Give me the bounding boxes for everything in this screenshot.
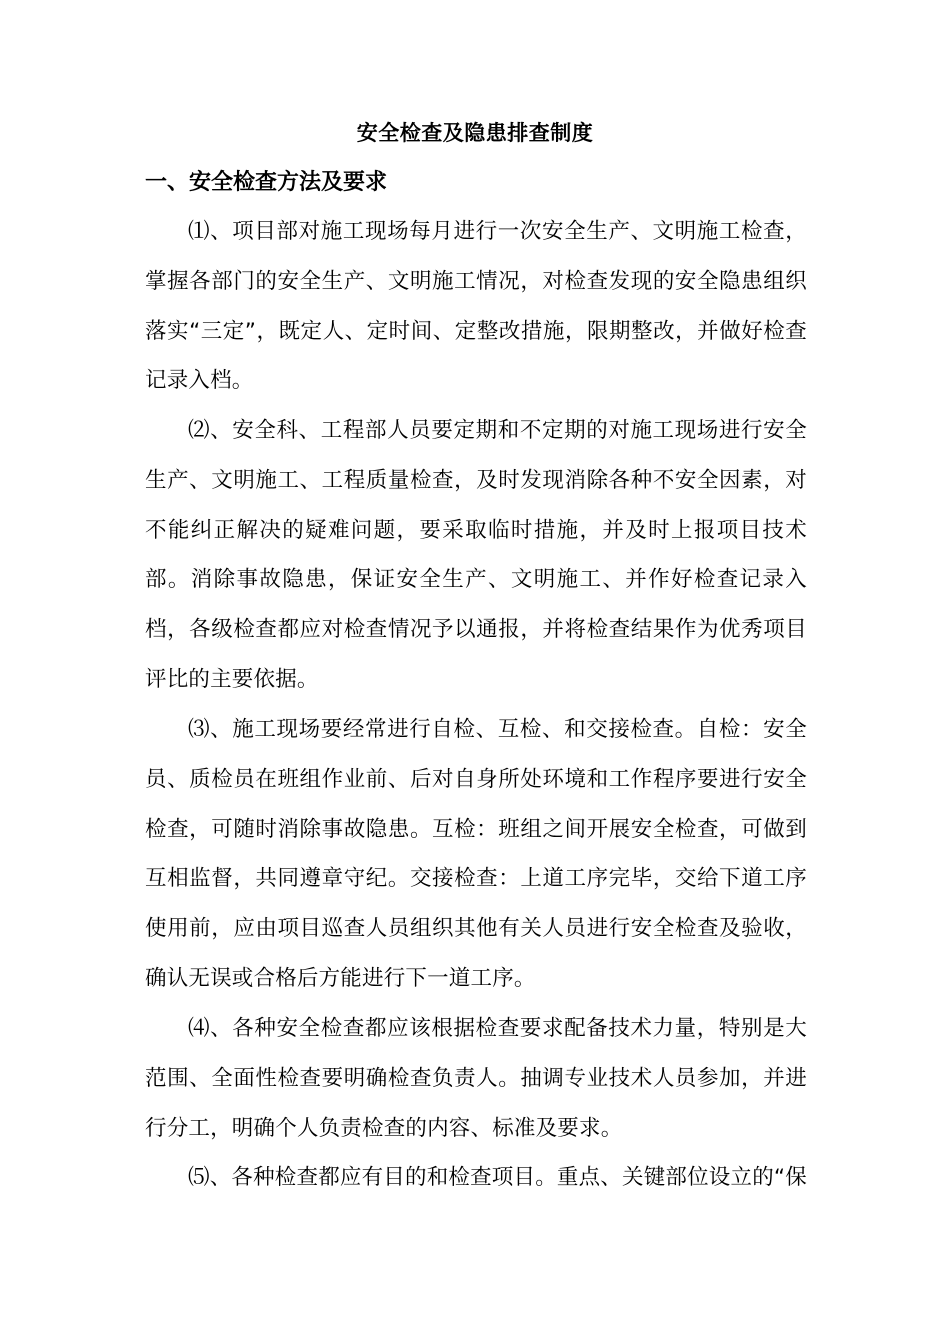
paragraph-4: ⑷、各种安全检查都应该根据检查要求配备技术力量，特别是大范围、全面性检查要明确检查负责人。抽调专业技术人员参加，并进行分工，明确个人负责检查的内容、标准及要求。 <box>145 1016 807 1141</box>
paragraph-5: ⑸、各种检查都应有目的和检查项目。重点、关键部位设立的“保 <box>188 1165 807 1190</box>
paragraph-2: ⑵、安全科、工程部人员要定期和不定期的对施工现场进行安全生产、文明施工、工程质量检查，及时发现消除各种不安全因素，对不能纠正解决的疑难问题，要采取临时措施，并及时上报项目技术部。消除事故隐患，保证安全生产、文明施工、并作好检查记录入档，各级检查都应对检查情况予以通报，并将检查结果作为优秀项目评比的主要依据。 <box>145 418 807 692</box>
document-title: 安全检查及隐患排查制度 <box>356 121 594 145</box>
paragraph-3: ⑶、施工现场要经常进行自检、互检、和交接检查。自检：安全员、质检员在班组作业前、后对自身所处环境和工作程序要进行安全检查，可随时消除事故隐患。互检：班组之间开展安全检查，可做到互相监督，共同遵章守纪。交接检查：上道工序完毕，交给下道工序使用前，应由项目巡查人员组织其他有关人员进行安全检查及验收，确认无误或合格后方能进行下一道工序。 <box>145 717 807 991</box>
paragraph-1: ⑴、项目部对施工现场每月进行一次安全生产、文明施工检查，掌握各部门的安全生产、文明施工情况，对检查发现的安全隐患组织落实“三定”，既定人、定时间、定整改措施，限期整改，并做好检查记录入档。 <box>145 219 807 394</box>
section-heading: 一、安全检查方法及要求 <box>145 170 388 195</box>
